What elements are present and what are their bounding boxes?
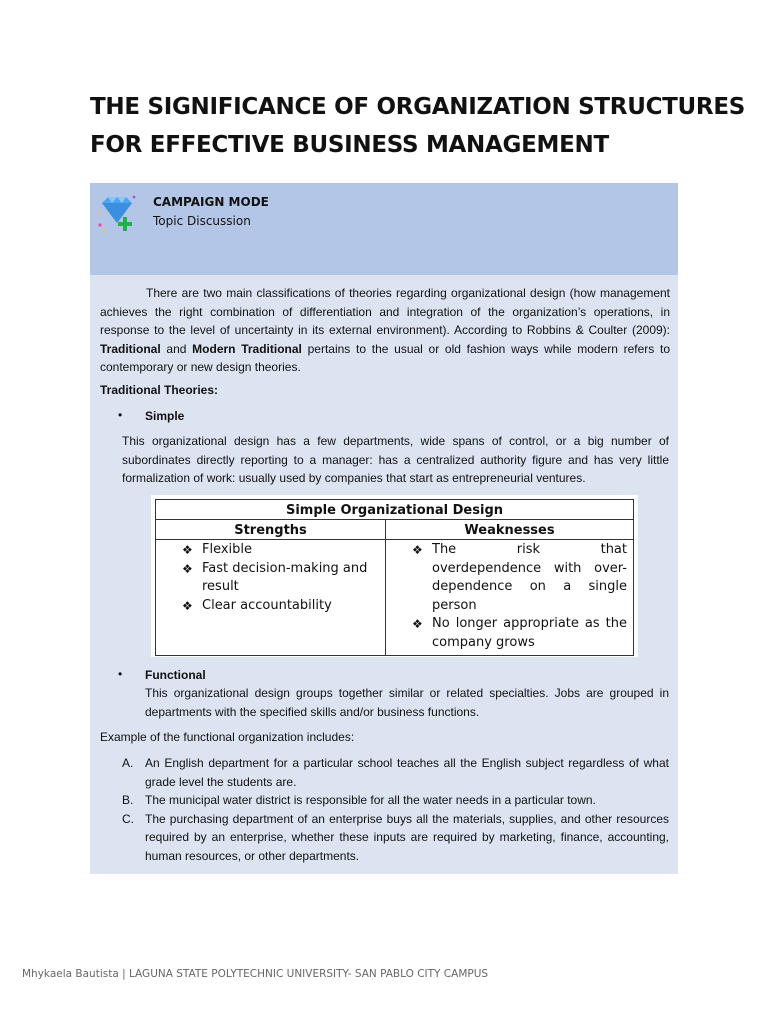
page-footer: Mhykaela Bautista | LAGUNA STATE POLYTECHNIC UNIVERSITY- SAN PABLO CITY CAMPUS [22, 968, 489, 980]
intro-text-end: pertains to the usual or old fashion ways while modern refers to contemporary or new design theories. [100, 341, 671, 374]
intro-bold-modern: Modern Traditional [192, 341, 302, 356]
list-marker: B. [122, 793, 134, 807]
functional-description: This organizational design groups together similar or related specialties. Jobs are grouped in departments with the specified skills and/or business functions. [145, 686, 669, 719]
document-title [90, 88, 745, 164]
simple-design-table [155, 499, 634, 656]
intro-bold-traditional: Traditional [100, 341, 161, 356]
weakness-text: The risk that overdependence with over-dependence on a single person [432, 542, 627, 613]
title-line-1: THE SIGNIFICANCE OF ORGANIZATION STRUCTURES [90, 94, 745, 120]
weaknesses-header: Weaknesses [386, 520, 634, 540]
weakness-text: No longer appropriate as the company grows [432, 616, 627, 650]
diamond-bullet-icon: ❖ [182, 543, 193, 557]
intro-text-start: There are two main classifications of theories regarding organizational design (how management achieves the right combination of differentiation and integration of the organization’s operations, in response to the level of uncertainty in its external environment). According to Robbins & Coulter (2009): [100, 286, 670, 337]
list-item [122, 810, 669, 866]
simple-design-table-container [151, 495, 638, 657]
examples-list [122, 754, 669, 865]
strengths-cell [156, 540, 386, 656]
list-item [122, 754, 669, 791]
diamond-plus-icon [96, 191, 140, 235]
example-intro: Example of the functional organization includes: [100, 730, 355, 744]
weakness-item [412, 541, 627, 615]
topic-discussion-label: Topic Discussion [153, 214, 251, 228]
list-item-text: An English department for a particular school teaches all the English subject regardless of what grade level the students are. [145, 756, 669, 789]
bullet-simple: • [118, 408, 123, 422]
diamond-bullet-icon: ❖ [412, 617, 423, 631]
list-item-text: The municipal water district is responsible for all the water needs in a particular town. [145, 793, 596, 807]
strength-item [182, 541, 379, 560]
intro-text-and: and [160, 341, 193, 356]
simple-description: This organizational design has a few departments, wide spans of control, or a big number of subordinates directly reporting to a manager: has a centralized authority figure and has very little formalization of work: usually used by companies that start as entrepreneurial ventures. [122, 434, 669, 485]
intro-paragraph [100, 284, 670, 377]
weakness-item [412, 615, 627, 652]
simple-label: Simple [145, 409, 185, 423]
list-marker: C. [122, 811, 134, 826]
traditional-theories-heading: Traditional Theories: [100, 383, 219, 397]
title-line-2: FOR EFFECTIVE BUSINESS MANAGEMENT [90, 132, 609, 158]
functional-label: Functional [145, 668, 206, 682]
diamond-bullet-icon: ❖ [412, 543, 423, 557]
strengths-header: Strengths [156, 520, 386, 540]
diamond-bullet-icon: ❖ [182, 561, 193, 576]
list-item-text: The purchasing department of an enterprise buys all the materials, supplies, and other resources required by an enterprise, whether these inputs are required by marketing, finance, accounting, human resources, or other departments. [145, 811, 669, 863]
strength-item [182, 560, 379, 597]
strength-text: Clear accountability [202, 597, 332, 613]
campaign-mode-label: CAMPAIGN MODE [153, 195, 269, 209]
table-title: Simple Organizational Design [156, 500, 634, 520]
strength-text: Flexible [202, 542, 253, 557]
strength-text: Fast decision-making and result [202, 560, 368, 594]
strength-item [182, 597, 379, 616]
bullet-functional: • [118, 667, 123, 681]
campaign-banner [90, 183, 678, 275]
list-item [122, 791, 669, 810]
diamond-bullet-icon: ❖ [182, 598, 193, 613]
weaknesses-cell [386, 540, 634, 656]
list-marker: A. [122, 756, 134, 770]
